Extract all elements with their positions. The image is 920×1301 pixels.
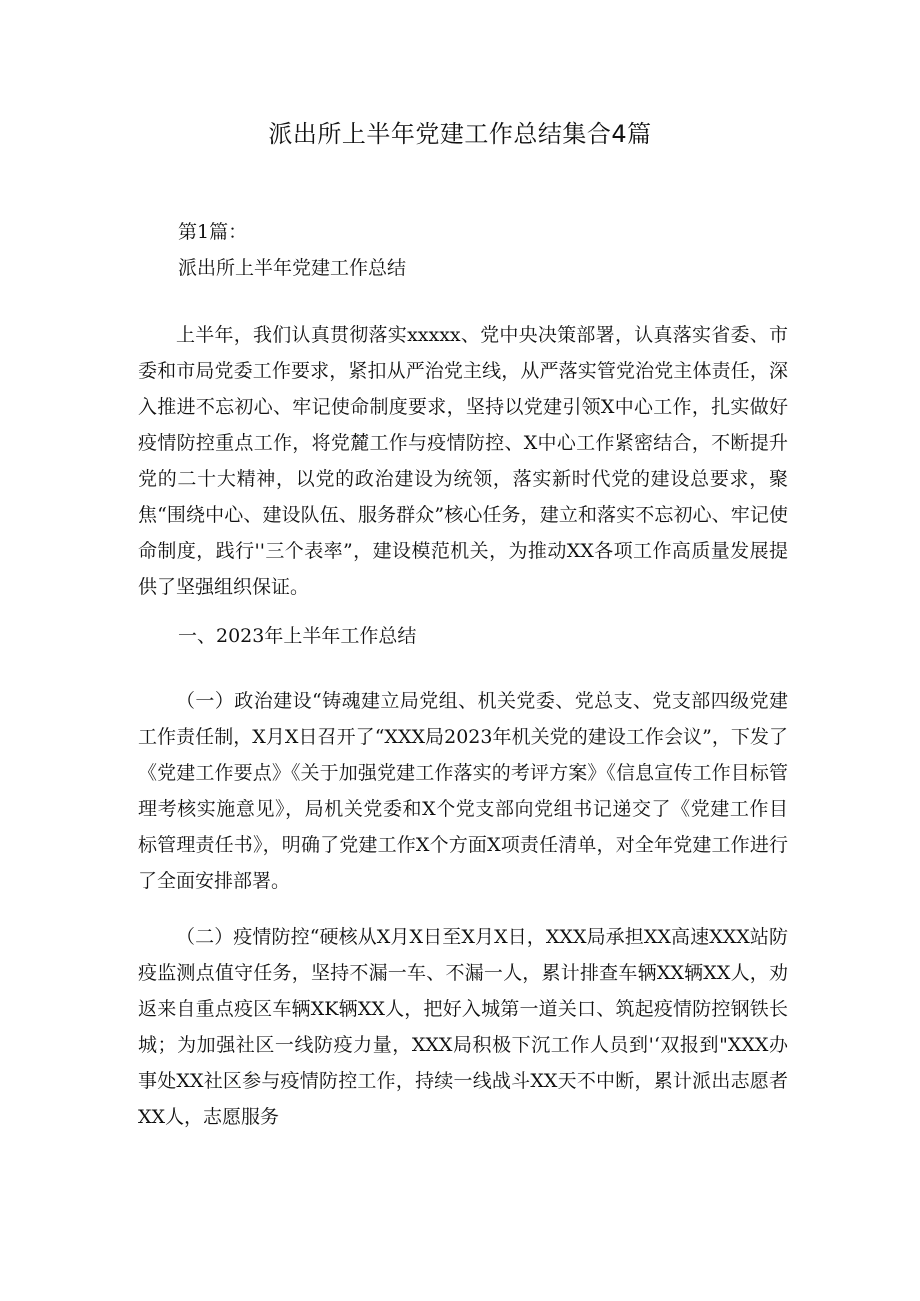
- section-heading: 一、2023年上半年工作总结: [178, 625, 417, 647]
- chapter-label: 第1篇：: [178, 221, 248, 243]
- document-title: 派出所上半年党建工作总结集合4篇: [268, 120, 652, 148]
- chapter-subtitle: 派出所上半年党建工作总结: [178, 257, 407, 279]
- paragraph-epidemic-control: （二）疫情防控“硬核从X月X日至X月X日，XXX局承担XX高速XXX站防疫监测点值守任务，坚持不漏一车、不漏一人，累计排查车辆XX辆XX人，劝返来自重点疫区车辆XK辆XX人，把好入城第一道关口、筑起疫情防控钢铁长城；为加强社区一线防疫力量，XXX局积极下沉工作人员到'‘双报到"XXX办事处XX社区参与疫情防控工作，持续一线战斗XX天不中断，累计派出志愿者XX人，志愿服务: [138, 926, 788, 1128]
- paragraph-political-building: （一）政治建设“铸魂建立局党组、机关党委、党总支、党支部四级党建工作责任制，X月X日召开了“XXX局2023年机关党的建设工作会议”，下发了《党建工作要点》《关于加强党建工作落实的考评方案》《信息宣传工作目标管理考核实施意见》，局机关党委和X个党支部向党组书记递交了《党建工作目标管理责任书》，明确了党建工作X个方面X项责任清单，对全年党建工作进行了全面安排部署。: [138, 690, 788, 892]
- intro-paragraph: 上半年，我们认真贯彻落实xxxxx、党中央决策部署，认真落实省委、市委和市局党委工作要求，紧扣从严治党主线，从严落实管党治党主体责任，深入推进不忘初心、牢记使命制度要求，坚持以党建引领X中心工作，扎实做好疫情防控重点工作，将党麓工作与疫情防控、X中心工作紧密结合，不断提升党的二十大精神，以党的政治建设为统领，落实新时代党的建设总要求，聚焦“围绕中心、建设队伍、服务群众”核心任务，建立和落实不忘初心、牢记使命制度，践行''三个表率”，建设模范机关，为推动XX各项工作高质量发展提供了坚强组织保证。: [138, 324, 788, 598]
